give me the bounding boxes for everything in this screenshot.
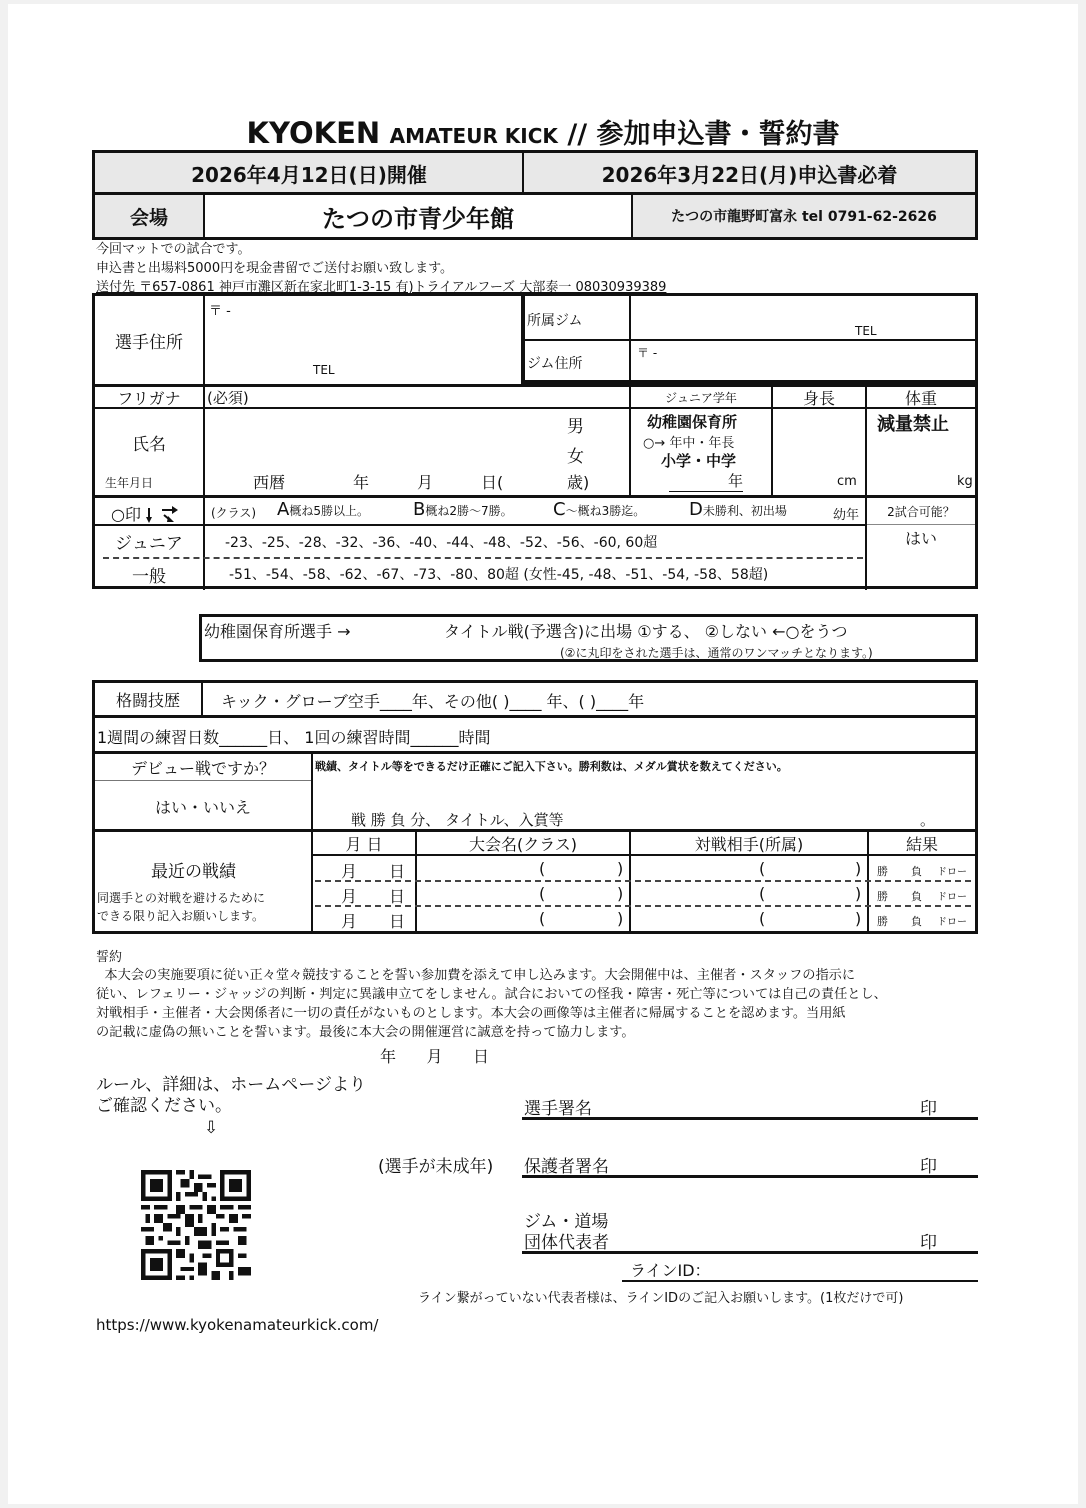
line-id-label: ラインID：	[630, 1261, 711, 1280]
title-brand: KYOKEN	[246, 116, 381, 150]
venue-address: たつの市龍野町富永 tel 0791-62-2626	[633, 195, 975, 237]
player-seal: 印	[920, 1099, 937, 1119]
rules-text-2: ご確認ください。	[96, 1096, 232, 1116]
gym-label: 所属ジム	[527, 313, 583, 329]
kinder-title-box	[199, 614, 978, 662]
row-opp-paren-close: )	[855, 859, 862, 878]
gym-tel: TEL	[855, 324, 877, 338]
player-sign-label: 選手署名	[524, 1099, 592, 1119]
line-id-field[interactable]	[622, 1258, 978, 1282]
record-line-text: 戦 勝 負 分、 タイトル、入賞等	[351, 811, 564, 829]
debut-answer[interactable]: はい・いいえ	[154, 797, 251, 817]
form-title	[8, 112, 1078, 151]
kindergarten: 幼稚園保育所	[647, 413, 738, 431]
row-lose[interactable]: 負	[911, 865, 922, 878]
furigana-label: フリガナ	[117, 388, 181, 408]
general-label: 一般	[132, 566, 166, 587]
kindergarten-sub: ○→ 年中・年長	[643, 436, 735, 451]
header-table	[92, 150, 978, 240]
col-event: 大会名(クラス)	[468, 834, 577, 854]
row-opp-paren-close: )	[855, 884, 862, 903]
qr-code[interactable]	[136, 1170, 256, 1280]
record-note: 戦績、タイトル等をできるだけ正確にご記入下さい。勝利数は、メダル賞状を数えてください。	[315, 760, 788, 773]
debut-question: デビュー戦ですか？	[130, 758, 275, 778]
class-d-desc: 未勝利、初出場	[702, 504, 787, 518]
circle-mark-label: ○印	[111, 505, 141, 524]
col-opponent: 対戦相手(所属)	[694, 834, 804, 854]
name-label: 氏名	[132, 434, 166, 455]
deadline: 2026年3月22日(月)申込書必着	[524, 153, 975, 193]
guardian-seal: 印	[920, 1157, 937, 1177]
birth-day: 日(	[481, 473, 504, 492]
rules-text-1: ルール、詳細は、ホームページより	[96, 1075, 366, 1095]
application-form-page	[8, 4, 1078, 1504]
row-day: 日	[389, 862, 406, 881]
birth-label: 生年月日	[105, 476, 154, 490]
female-option[interactable]: 女	[567, 447, 584, 467]
birth-year: 年	[353, 473, 370, 492]
row-month: 月	[341, 887, 358, 906]
note-fee: 申込書と出場料5000円を現金書留でご送付お願い致します。	[96, 261, 454, 276]
row-win[interactable]: 勝	[877, 865, 888, 878]
birth-month: 月	[417, 473, 434, 492]
title-rest: // 参加申込書・誓約書	[567, 119, 840, 150]
title-sub: AMATEUR KICK	[389, 124, 558, 148]
row-opp-paren-open: (	[759, 884, 766, 903]
history-label: 格闘技歴	[115, 690, 180, 710]
class-b-letter: B	[413, 499, 426, 520]
history-content[interactable]: キック・グローブ空手____年、その他( )____ 年、( )____年	[221, 692, 645, 711]
row-event-paren-close: )	[617, 859, 624, 878]
recent-label: 最近の戦績	[151, 862, 236, 882]
homepage-link[interactable]: https://www.kyokenamateurkick.com/	[96, 1316, 379, 1334]
class-b[interactable]	[413, 499, 513, 520]
row-event-paren-open: (	[539, 884, 546, 903]
class-label: (クラス)	[211, 506, 257, 520]
gym-rep-seal: 印	[920, 1233, 937, 1253]
row-lose[interactable]: 負	[911, 915, 922, 928]
circle-mark	[111, 502, 180, 525]
pledge-date[interactable]: 年 月 日	[380, 1047, 490, 1066]
gym-rep-label-1: ジム・道場	[524, 1212, 609, 1232]
grade-year[interactable]: 年	[669, 470, 743, 492]
event-date: 2026年4月12日(日)開催	[95, 153, 523, 193]
birth-age: 歳)	[567, 473, 590, 492]
no-weight-cut: 減量禁止	[877, 414, 949, 435]
class-a[interactable]	[277, 499, 369, 520]
guardian-sign-label: 保護者署名	[524, 1157, 609, 1177]
furigana-input[interactable]	[205, 387, 629, 407]
row-event-paren-close: )	[617, 884, 624, 903]
kinder-line-right[interactable]: タイトル戦(予選含)に出場 ①する、 ②しない ←○をうつ	[444, 622, 848, 641]
pledge-line: 本大会の実施要項に従い正々堂々競技することを誓い参加費を添えて申し込みます。大会開催中は、主催者・スタッフの指示に	[96, 968, 856, 983]
name-input[interactable]	[205, 409, 545, 469]
postal-mark: 〒 -	[209, 304, 231, 319]
row-month: 月	[341, 912, 358, 931]
player-signature-line[interactable]	[522, 1094, 978, 1120]
class-a-desc: 概ね5勝以上。	[289, 504, 369, 518]
address-label: 選手住所	[115, 332, 183, 353]
row-win[interactable]: 勝	[877, 890, 888, 903]
class-c-letter: C	[553, 499, 566, 520]
row-event-paren-open: (	[539, 909, 546, 928]
down-arrow-icon: ⇩	[204, 1118, 219, 1138]
col-result: 結果	[905, 834, 938, 854]
weight-unit: kg	[957, 474, 973, 489]
male-option[interactable]: 男	[567, 417, 584, 437]
recent-note-2: できる限り記入お願いします。	[97, 909, 265, 923]
gym-rep-signature-line[interactable]	[522, 1228, 978, 1254]
row-event-paren-close: )	[617, 909, 624, 928]
row-opp-paren-open: (	[759, 859, 766, 878]
col-date: 月 日	[345, 834, 383, 854]
class-b-desc: 概ね2勝～7勝。	[425, 504, 513, 518]
row-month: 月	[341, 862, 358, 881]
junior-weights[interactable]: -23、-25、-28、-32、-36、-40、-44、-48、-52、-56、-60, 60超	[225, 535, 658, 551]
row-opp-paren-close: )	[855, 909, 862, 928]
class-c[interactable]	[553, 499, 645, 520]
address-input[interactable]	[205, 296, 523, 384]
guardian-signature-line[interactable]	[522, 1152, 978, 1178]
youth-class[interactable]: 幼年	[833, 508, 860, 523]
gym-address-input[interactable]	[631, 342, 975, 380]
gym-postal: 〒 -	[637, 346, 658, 360]
row-draw[interactable]: ドロー	[937, 892, 967, 903]
two-matches-label: 2試合可能？	[887, 504, 955, 519]
note-send-to: 送付先 〒657-0861 神戸市灘区新在家北町1-3-15 有)トライアルフーズ 大部泰一 08030939389	[96, 280, 667, 295]
pledge-title: 誓約	[96, 950, 123, 965]
general-weights[interactable]: -51、-54、-58、-62、-67、-73、-80、80超 (女性-45, -48、-51、-54, -58、58超)	[229, 567, 769, 583]
height-label: 身長	[802, 388, 835, 408]
height-input[interactable]	[773, 409, 865, 495]
pledge-line: の記載に虚偽の無いことを誓います。最後に本大会の開催運営に誠意を持って協力します。	[96, 1025, 635, 1040]
kinder-note: (②に丸印をされた選手は、通常のワンマッチとなります。)	[560, 646, 873, 660]
row-event-paren-open: (	[539, 859, 546, 878]
row-day: 日	[389, 887, 406, 906]
furigana-required: (必須)	[207, 389, 249, 407]
two-matches-yes[interactable]: はい	[905, 529, 938, 548]
note-mat: 今回マットでの試合です。	[96, 242, 251, 257]
gym-input[interactable]	[631, 296, 975, 340]
minor-note: (選手が未成年)	[378, 1157, 494, 1177]
junior-label: ジュニア	[115, 533, 183, 554]
history-table	[92, 680, 978, 934]
address-tel: TEL	[313, 363, 335, 377]
class-d-letter: D	[689, 499, 703, 520]
gym-rep-label-2: 団体代表者	[524, 1233, 609, 1253]
pledge-line: 従い、レフェリー・ジャッジの判断・判定に異議申立てをしません。試合においての怪我・障害・死亡等については自己の責任とし、	[96, 987, 887, 1002]
class-d[interactable]	[689, 499, 787, 520]
record-end: 。	[919, 811, 935, 829]
recent-note-1: 同選手との対戦を避けるために	[97, 891, 266, 905]
weight-input[interactable]	[867, 432, 957, 492]
gym-address-label: ジム住所	[527, 356, 583, 372]
row-opp-paren-open: (	[759, 909, 766, 928]
kinder-line-left: 幼稚園保育所選手 →	[204, 622, 351, 641]
junior-grade-label: ジュニア学年	[665, 390, 737, 405]
row-lose[interactable]: 負	[911, 890, 922, 903]
arrows-icon	[146, 504, 180, 524]
row-win[interactable]: 勝	[877, 915, 888, 928]
pledge-line: 対戦相手・主催者・大会関係者に一切の責任がないものとします。本大会の画像等は主催者に帰属することを認めます。当用紙	[96, 1006, 846, 1021]
weight-label: 体重	[904, 388, 937, 408]
class-c-desc: ～概ね3勝迄。	[565, 504, 646, 518]
venue-label: 会場	[95, 195, 203, 237]
line-id-note: ライン繋がっていない代表者様は、ラインIDのご記入お願いします。(1枚だけで可)	[418, 1291, 904, 1306]
row-day: 日	[389, 912, 406, 931]
school: 小学・中学	[661, 452, 737, 470]
row-draw[interactable]: ドロー	[937, 867, 967, 878]
height-unit: cm	[837, 474, 857, 489]
row-draw[interactable]: ドロー	[937, 917, 967, 928]
class-a-letter: A	[277, 499, 290, 520]
practice-info[interactable]: 1週間の練習日数______日、 1回の練習時間______時間	[97, 728, 491, 747]
entry-form-table	[92, 293, 978, 589]
venue-name: たつの市青少年館	[322, 204, 514, 233]
birth-seireki: 西暦	[253, 473, 286, 492]
